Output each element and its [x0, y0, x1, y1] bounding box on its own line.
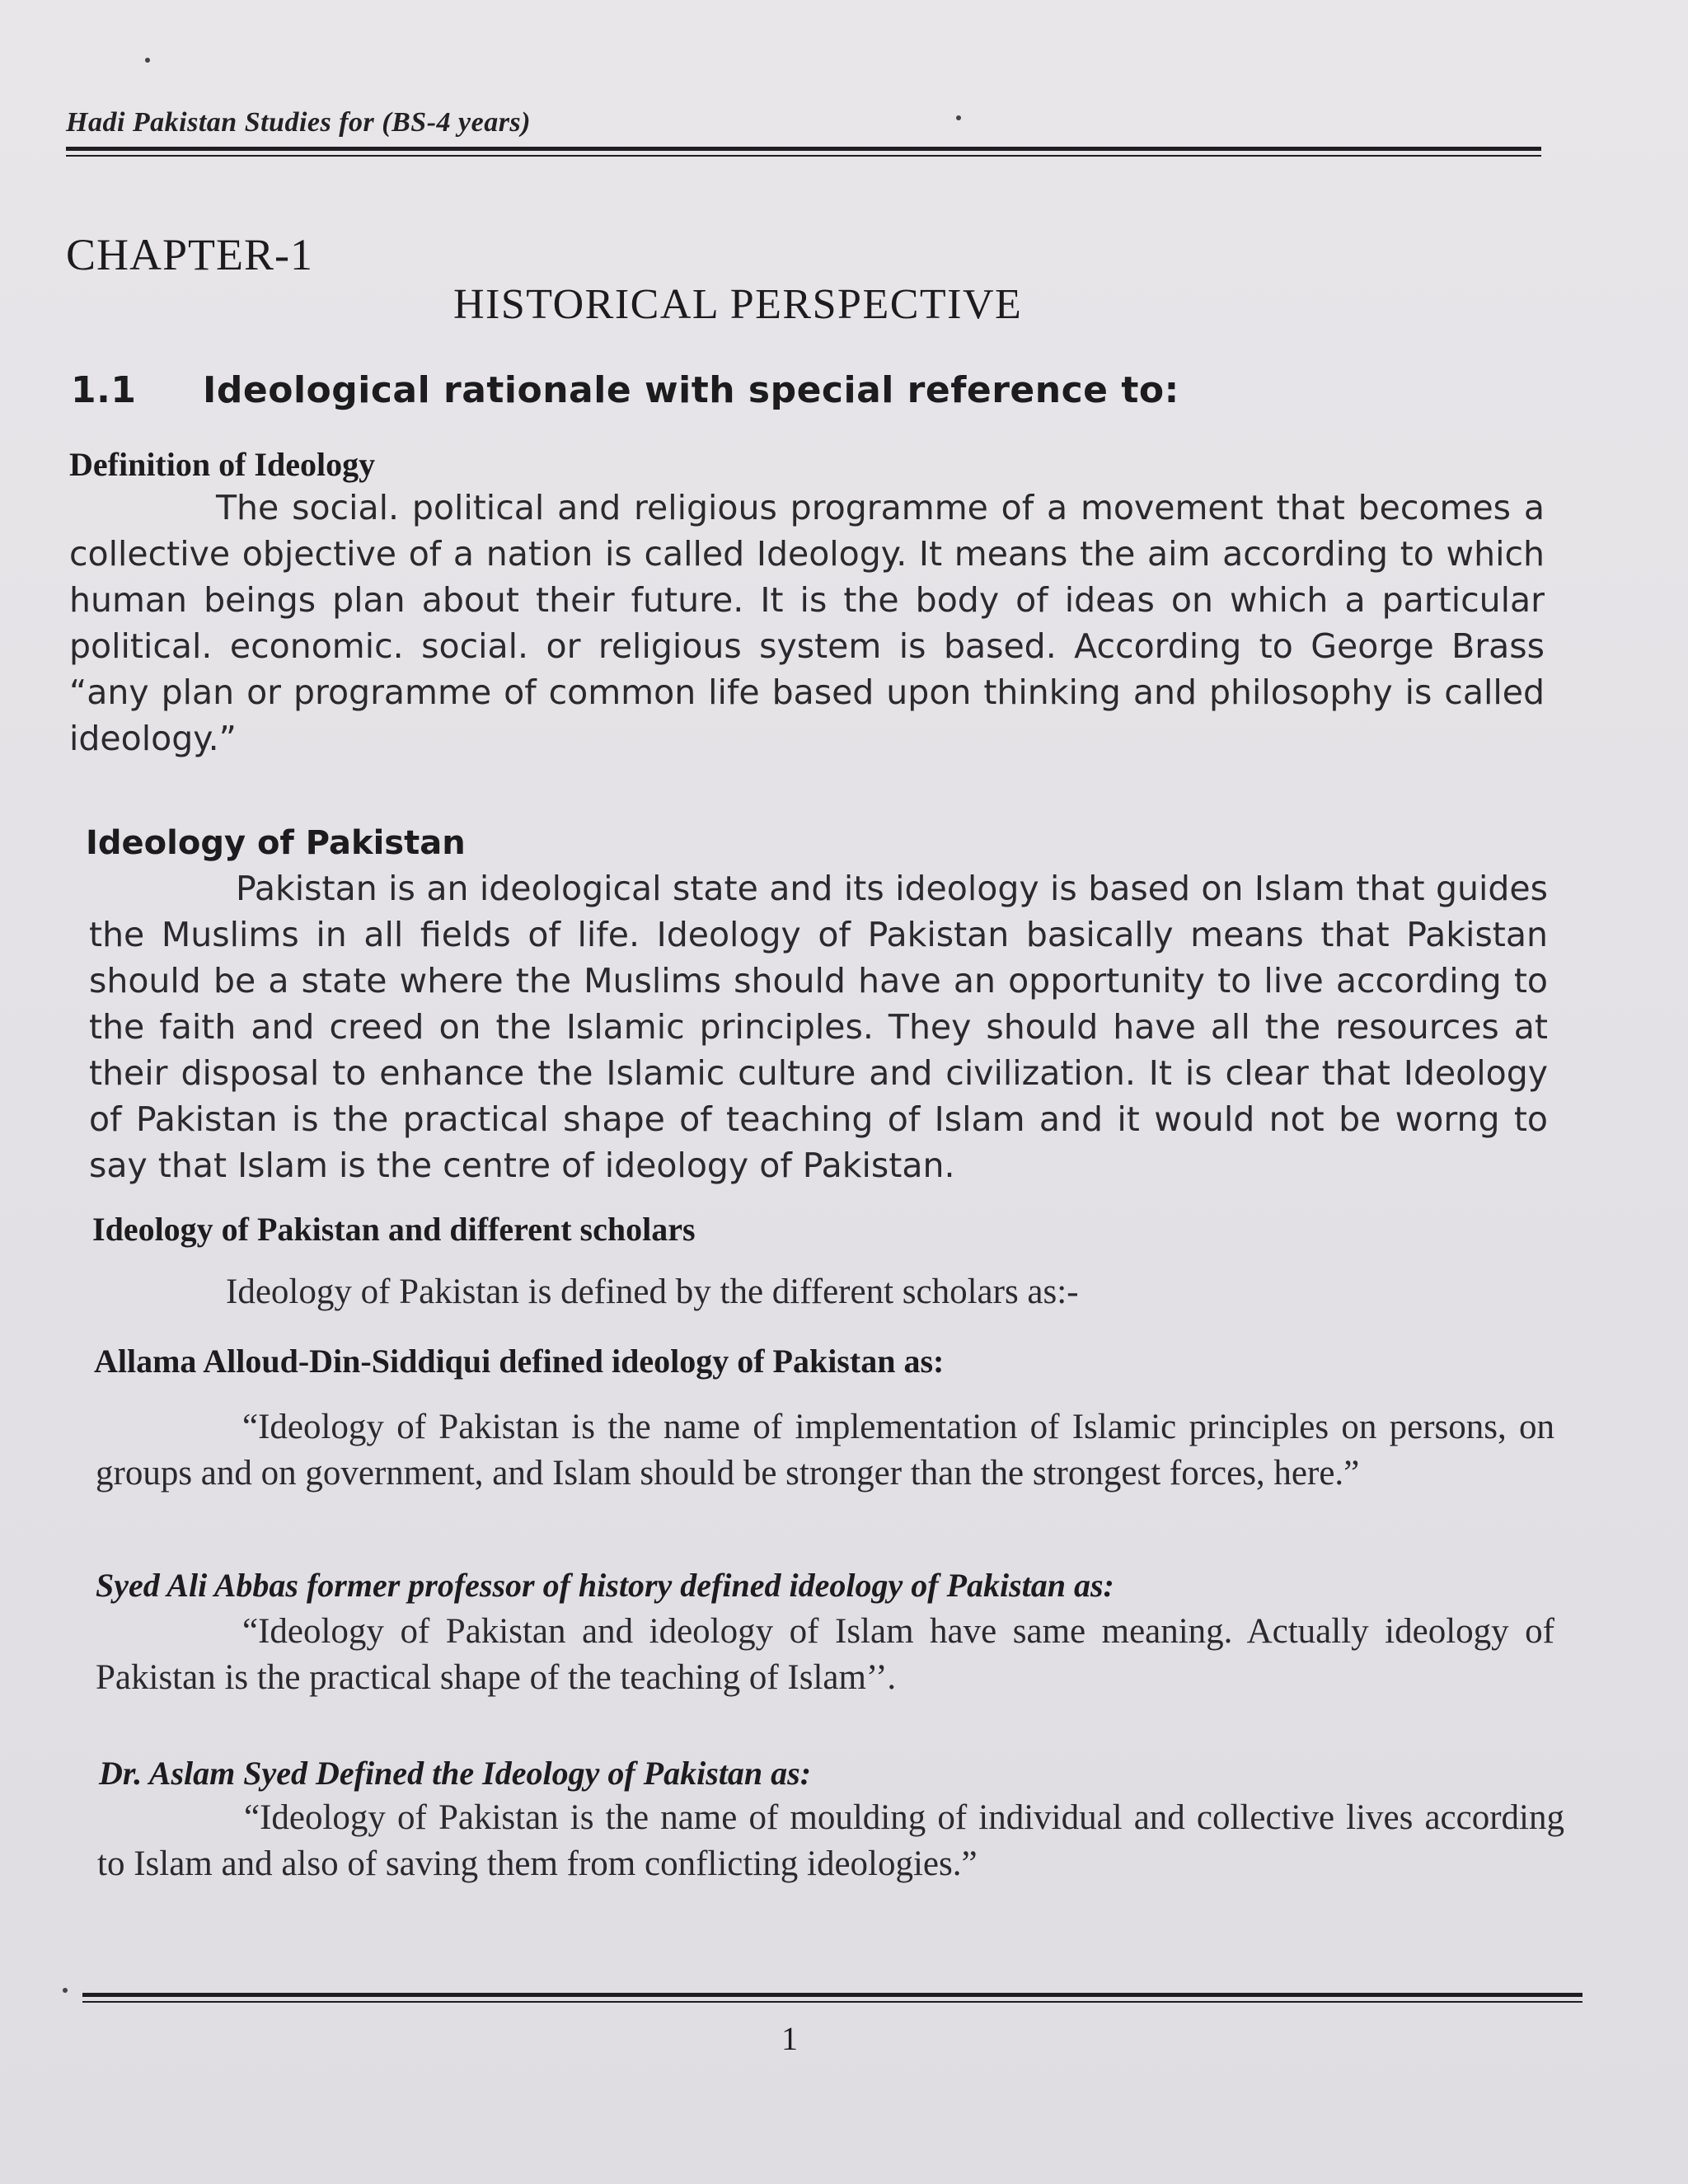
scan-speck: [956, 115, 961, 120]
section-heading: [71, 369, 1179, 411]
page-number: 1: [781, 2020, 798, 2057]
footer-rule-thin: [82, 2001, 1582, 2003]
aslam-quote: “Ideology of Pakistan is the name of moulding of individual and collective lives according to Islam and also of saving them from conflicting ideologies.”: [97, 1798, 1564, 1883]
header-rule-thin: [66, 155, 1541, 157]
header-rule: [66, 147, 1541, 151]
ideology-pakistan-heading: Ideology of Pakistan: [86, 824, 466, 862]
scholars-paragraph: Ideology of Pakistan is defined by the different scholars as:-: [226, 1272, 1079, 1311]
scan-speck: [145, 58, 150, 63]
chapter-label: CHAPTER-1: [66, 230, 314, 279]
section-number: 1.1: [71, 369, 137, 411]
definition-heading: Definition of Ideology: [69, 446, 376, 483]
footer-rule: [82, 1993, 1582, 1997]
scan-speck: [63, 1988, 68, 1993]
scholars-heading: Ideology of Pakistan and different scholars: [92, 1211, 696, 1248]
ideology-pakistan-paragraph: Pakistan is an ideological state and its ideology is based on Islam that guides the Muslims in all fields of life. Ideology of Pakistan basically means that Pakistan should be a state where the Muslims should have an opportunity to live according to the faith and creed on the Islamic principles. They should have all the resources at their disposal to enhance the Islamic culture and civilization. It is clear that Ideology of Pakistan is the practical shape of teaching of Islam and it would not be worng to say that Islam is the centre of ideology of Pakistan.: [89, 869, 1548, 1185]
allama-quote: “Ideology of Pakistan is the name of implementation of Islamic principles on persons, on groups and on government, and Islam should be stronger than the strongest forces, here.”: [96, 1408, 1554, 1493]
running-header: Hadi Pakistan Studies for (BS-4 years): [66, 107, 531, 138]
abbas-heading: Syed Ali Abbas former professor of history defined ideology of Pakistan as:: [96, 1567, 1114, 1604]
definition-paragraph: The social. political and religious programme of a movement that becomes a collective objective of a nation is called Ideology. It means the aim according to which human beings plan about their future. It is the body of ideas on which a particular political. economic. social. or religious system is based. According to George Brass “any plan or programme of common life based upon thinking and philosophy is called ideology.”: [69, 488, 1545, 758]
allama-heading: Allama Alloud-Din-Siddiqui defined ideology of Pakistan as:: [94, 1343, 945, 1380]
chapter-title: HISTORICAL PERSPECTIVE: [453, 281, 1023, 328]
abbas-quote: “Ideology of Pakistan and ideology of Islam have same meaning. Actually ideology of Pakistan is the practical shape of the teaching of Islam’’.: [96, 1612, 1554, 1697]
aslam-heading: Dr. Aslam Syed Defined the Ideology of Pakistan as:: [99, 1755, 812, 1792]
section-title: Ideological rationale with special reference to:: [203, 369, 1179, 411]
